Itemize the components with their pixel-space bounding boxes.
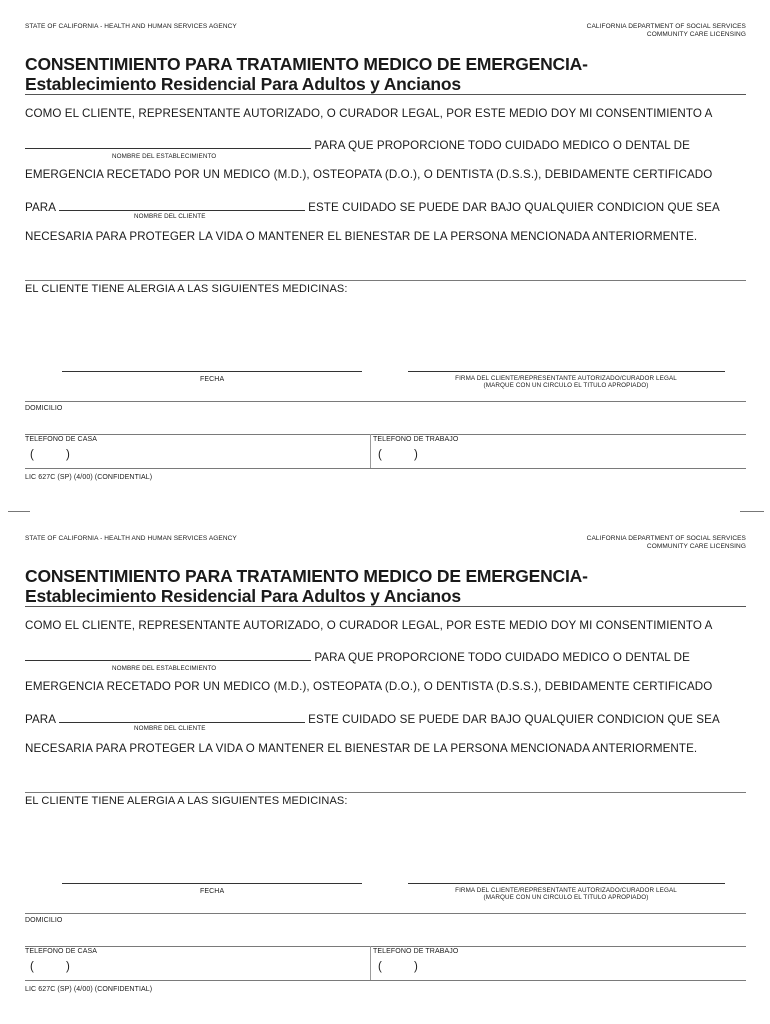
consent-line-4 bbox=[25, 712, 720, 726]
address-field[interactable] bbox=[25, 925, 746, 943]
licensing-name: COMMUNITY CARE LICENSING bbox=[646, 30, 746, 38]
work-area-close: ) bbox=[414, 449, 418, 461]
consent-line-4 bbox=[25, 200, 720, 214]
work-phone-label: TELEFONO DE TRABAJO bbox=[373, 948, 459, 955]
agency-header: STATE OF CALIFORNIA - HEALTH AND HUMAN SERVICES AGENCY bbox=[25, 23, 237, 30]
form-footer: LIC 627C (SP) (4/00) (CONFIDENTIAL) bbox=[25, 474, 153, 481]
phone-divider bbox=[370, 946, 371, 980]
consent-line-3: EMERGENCIA RECETADO POR UN MEDICO (M.D.), OSTEOPATA (D.O.), O DENTISTA (D.S.S.), DEBIDAMENTE CERTIFICADO bbox=[25, 680, 713, 693]
phone-bottom-rule bbox=[25, 468, 746, 469]
consent-line-4-prefix: PARA bbox=[25, 201, 56, 214]
work-area-open: ( bbox=[378, 961, 382, 973]
address-rule bbox=[25, 401, 746, 402]
consent-line-2 bbox=[25, 650, 690, 664]
work-area-close: ) bbox=[414, 961, 418, 973]
allergy-label: EL CLIENTE TIENE ALERGIA A LAS SIGUIENTES MEDICINAS: bbox=[25, 283, 348, 295]
home-phone-field[interactable] bbox=[30, 961, 360, 977]
consent-line-5: NECESARIA PARA PROTEGER LA VIDA O MANTENER EL BIENESTAR DE LA PERSONA MENCIONADA ANTERIORMENTE. bbox=[25, 230, 698, 243]
facility-name-field[interactable] bbox=[25, 138, 311, 149]
address-label: DOMICILIO bbox=[25, 917, 63, 924]
home-area-close: ) bbox=[66, 961, 70, 973]
phone-bottom-rule bbox=[25, 980, 746, 981]
consent-line-2 bbox=[25, 138, 690, 152]
home-phone-label: TELEFONO DE CASA bbox=[25, 948, 98, 955]
client-name-field[interactable] bbox=[59, 712, 305, 723]
form-subtitle: Establecimiento Residencial Para Adultos y Ancianos bbox=[25, 586, 461, 606]
client-name-field[interactable] bbox=[59, 200, 305, 211]
signature-instruction: (MARQUE CON UN CIRCULO EL TITULO APROPIADO) bbox=[483, 894, 649, 901]
department-name: CALIFORNIA DEPARTMENT OF SOCIAL SERVICES bbox=[586, 535, 746, 542]
client-name-caption: NOMBRE DEL CLIENTE bbox=[134, 725, 206, 732]
title-rule bbox=[25, 606, 746, 607]
home-phone-label: TELEFONO DE CASA bbox=[25, 436, 98, 443]
signature-label bbox=[410, 375, 722, 389]
home-area-close: ) bbox=[66, 449, 70, 461]
address-label: DOMICILIO bbox=[25, 405, 63, 412]
consent-line-1: COMO EL CLIENTE, REPRESENTANTE AUTORIZADO, O CURADOR LEGAL, POR ESTE MEDIO DOY MI CONSENTIMIENTO A bbox=[25, 107, 713, 120]
department-header bbox=[587, 535, 746, 550]
phone-divider bbox=[370, 434, 371, 468]
allergy-field[interactable] bbox=[25, 300, 746, 366]
facility-name-caption: NOMBRE DEL ESTABLECIMIENTO bbox=[112, 665, 217, 672]
allergy-rule bbox=[25, 280, 746, 281]
consent-form-copy-2 bbox=[0, 512, 770, 1012]
form-title: CONSENTIMIENTO PARA TRATAMIENTO MEDICO DE EMERGENCIA- bbox=[25, 566, 588, 586]
form-subtitle: Establecimiento Residencial Para Adultos y Ancianos bbox=[25, 74, 461, 94]
signature-line[interactable] bbox=[408, 883, 725, 884]
phone-rule bbox=[25, 434, 746, 435]
consent-line-4-prefix: PARA bbox=[25, 713, 56, 726]
home-area-open: ( bbox=[30, 961, 34, 973]
work-phone-field[interactable] bbox=[378, 961, 738, 977]
signature-label-text: FIRMA DEL CLIENTE/REPRESENTANTE AUTORIZADO/CURADOR LEGAL bbox=[455, 887, 677, 894]
allergy-field[interactable] bbox=[25, 812, 746, 878]
consent-line-4-text: ESTE CUIDADO SE PUEDE DAR BAJO QUALQUIER CONDICION QUE SEA bbox=[308, 713, 720, 726]
consent-line-2-text: PARA QUE PROPORCIONE TODO CUIDADO MEDICO O DENTAL DE bbox=[314, 651, 690, 664]
work-phone-field[interactable] bbox=[378, 449, 738, 465]
work-area-open: ( bbox=[378, 449, 382, 461]
consent-line-5: NECESARIA PARA PROTEGER LA VIDA O MANTENER EL BIENESTAR DE LA PERSONA MENCIONADA ANTERIORMENTE. bbox=[25, 742, 698, 755]
date-label: FECHA bbox=[200, 376, 225, 383]
signature-label bbox=[410, 887, 722, 901]
work-phone-label: TELEFONO DE TRABAJO bbox=[373, 436, 459, 443]
date-line[interactable] bbox=[62, 883, 362, 884]
form-footer: LIC 627C (SP) (4/00) (CONFIDENTIAL) bbox=[25, 986, 153, 993]
date-label: FECHA bbox=[200, 888, 225, 895]
home-phone-field[interactable] bbox=[30, 449, 360, 465]
department-name: CALIFORNIA DEPARTMENT OF SOCIAL SERVICES bbox=[586, 23, 746, 30]
client-name-caption: NOMBRE DEL CLIENTE bbox=[134, 213, 206, 220]
title-rule bbox=[25, 94, 746, 95]
department-header bbox=[587, 23, 746, 38]
consent-form-copy-1 bbox=[0, 0, 770, 500]
facility-name-field[interactable] bbox=[25, 650, 311, 661]
date-line[interactable] bbox=[62, 371, 362, 372]
signature-line[interactable] bbox=[408, 371, 725, 372]
signature-instruction: (MARQUE CON UN CIRCULO EL TITULO APROPIADO) bbox=[483, 382, 649, 389]
form-title: CONSENTIMIENTO PARA TRATAMIENTO MEDICO DE EMERGENCIA- bbox=[25, 54, 588, 74]
facility-name-caption: NOMBRE DEL ESTABLECIMIENTO bbox=[112, 153, 217, 160]
allergy-label: EL CLIENTE TIENE ALERGIA A LAS SIGUIENTES MEDICINAS: bbox=[25, 795, 348, 807]
address-field[interactable] bbox=[25, 413, 746, 431]
consent-line-2-text: PARA QUE PROPORCIONE TODO CUIDADO MEDICO O DENTAL DE bbox=[314, 139, 690, 152]
home-area-open: ( bbox=[30, 449, 34, 461]
licensing-name: COMMUNITY CARE LICENSING bbox=[646, 542, 746, 550]
agency-header: STATE OF CALIFORNIA - HEALTH AND HUMAN SERVICES AGENCY bbox=[25, 535, 237, 542]
address-rule bbox=[25, 913, 746, 914]
allergy-rule bbox=[25, 792, 746, 793]
phone-rule bbox=[25, 946, 746, 947]
signature-label-text: FIRMA DEL CLIENTE/REPRESENTANTE AUTORIZADO/CURADOR LEGAL bbox=[455, 375, 677, 382]
consent-line-3: EMERGENCIA RECETADO POR UN MEDICO (M.D.), OSTEOPATA (D.O.), O DENTISTA (D.S.S.), DEBIDAMENTE CERTIFICADO bbox=[25, 168, 713, 181]
consent-line-4-text: ESTE CUIDADO SE PUEDE DAR BAJO QUALQUIER CONDICION QUE SEA bbox=[308, 201, 720, 214]
consent-line-1: COMO EL CLIENTE, REPRESENTANTE AUTORIZADO, O CURADOR LEGAL, POR ESTE MEDIO DOY MI CONSENTIMIENTO A bbox=[25, 619, 713, 632]
